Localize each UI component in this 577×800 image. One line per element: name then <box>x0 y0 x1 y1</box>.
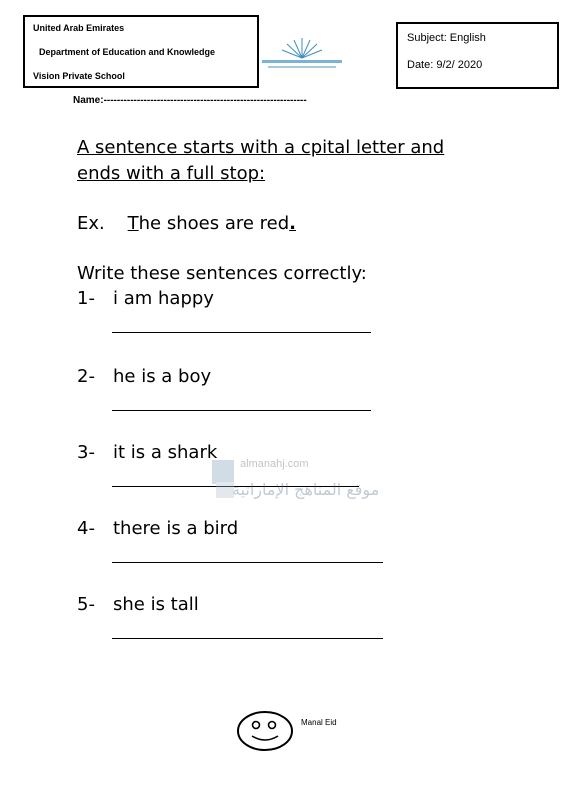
item-sentence: it is a shark <box>113 442 218 463</box>
answer-line-2[interactable] <box>112 410 371 411</box>
subject-date-box <box>396 22 559 89</box>
item-sentence: there is a bird <box>113 518 239 539</box>
name-field-line: Name:------------------------------------------------------------- <box>73 95 307 106</box>
list-item <box>77 288 214 309</box>
answer-line-4[interactable] <box>112 562 383 563</box>
worksheet-title: A sentence starts with a cpital letter and ends with a full stop: <box>77 137 445 184</box>
item-sentence: i am happy <box>113 288 214 309</box>
watermark-site: almanahj.com <box>240 458 309 470</box>
answer-line-5[interactable] <box>112 638 383 639</box>
header-country: United Arab Emirates <box>33 23 125 33</box>
example-sentence <box>77 213 296 234</box>
item-number: 1- <box>77 288 95 309</box>
answer-line-1[interactable] <box>112 332 371 333</box>
school-header-box <box>23 15 259 88</box>
item-sentence: he is a boy <box>113 366 212 387</box>
example-body: he shoes are red <box>138 213 290 234</box>
item-number: 3- <box>77 442 95 463</box>
header-school: Vision Private School <box>33 71 125 81</box>
example-full-stop: . <box>289 213 296 234</box>
list-item <box>77 442 217 463</box>
list-item <box>77 366 211 387</box>
example-capital-letter: T <box>127 213 139 234</box>
subject-label: Subject: English <box>407 32 486 44</box>
watermark-arabic: موقع المناهج الإماراتية <box>232 480 380 499</box>
item-number: 2- <box>77 366 95 387</box>
school-logo <box>258 36 346 76</box>
watermark-logo-icon <box>212 460 234 484</box>
smiley-face-icon <box>236 710 294 752</box>
header-department: Department of Education and Knowledge <box>39 47 216 57</box>
watermark <box>212 458 380 528</box>
list-item <box>77 594 199 615</box>
author-name: Manal Eid <box>301 718 337 727</box>
item-sentence: she is tall <box>113 594 199 615</box>
example-prefix: Ex. <box>77 213 105 234</box>
date-label: Date: 9/2/ 2020 <box>407 59 483 71</box>
item-number: 4- <box>77 518 95 539</box>
item-number: 5- <box>77 594 95 615</box>
instruction-text: Write these sentences correctly: <box>77 263 367 284</box>
